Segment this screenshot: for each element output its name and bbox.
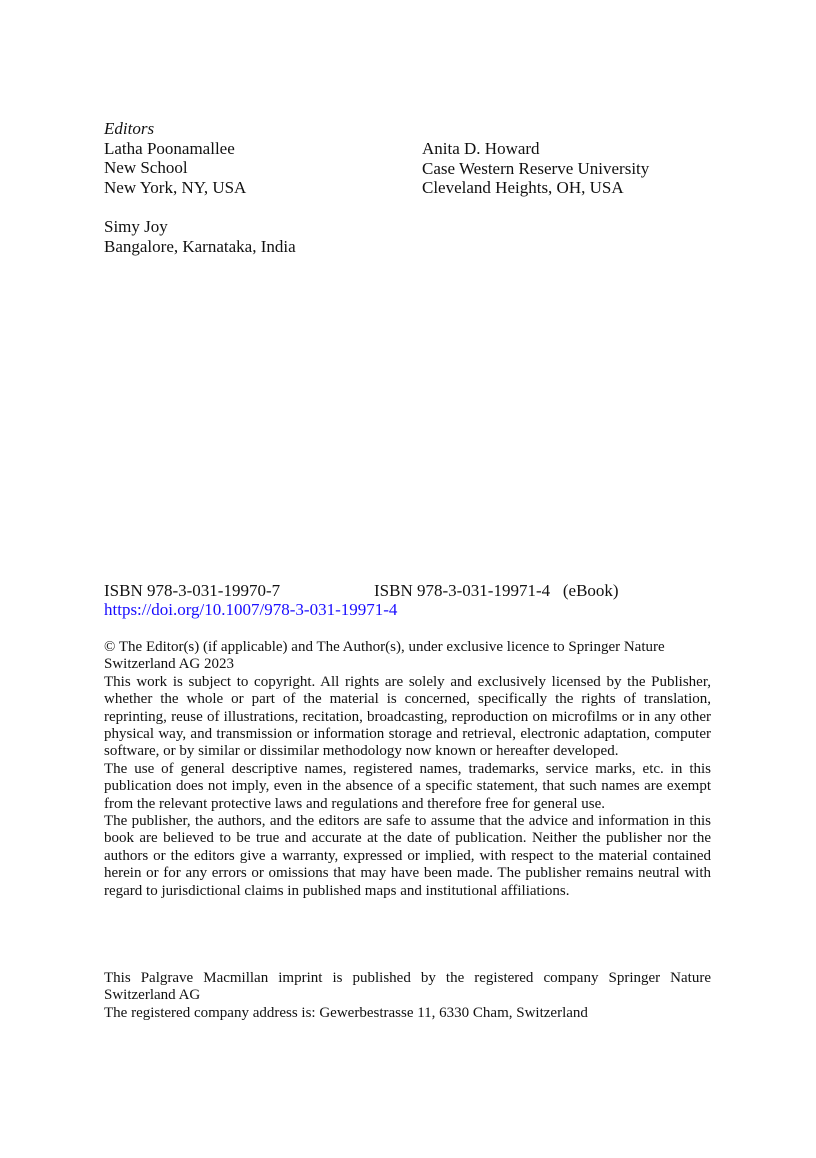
editor-1-location: New York, NY, USA — [104, 177, 247, 197]
copyright-notice: © The Editor(s) (if applicable) and The Author(s), under exclusive licence to Springer Nature Switzerland AG 2023 — [104, 639, 665, 673]
editor-2-block — [422, 139, 649, 198]
rights-notice: This work is subject to copyright. All rights are solely and exclusively licensed by the Publisher, whether the whole or part of the material is concerned, specifically the rights of translation, reprinting, reuse of illustrations, recitation, broadcasting, reproduction on microfilms or in any other physical way, and transmission or information storage and retrieval, electronic adaptation, computer software, or by similar or dissimilar methodology now known or hereafter developed. — [104, 673, 711, 760]
isbn-ebook-group — [374, 581, 619, 601]
editor-3-block — [104, 217, 296, 256]
disclaimer-notice: The publisher, the authors, and the editors are safe to assume that the advice and information in this book are believed to be true and accurate at the date of publication. Neither the publisher nor the authors or the editors give a warranty, expressed or implied, with respect to the material contained herein or for any errors or omissions that may have been made. The publisher remains neutral with regard to jurisdictional claims in published maps and institutional affiliations. — [104, 813, 711, 899]
legal-notice — [104, 639, 711, 900]
editor-2-affiliation: Case Western Reserve University — [422, 158, 650, 178]
editor-2-location: Cleveland Heights, OH, USA — [422, 178, 624, 197]
editor-3-name: Simy Joy — [104, 217, 168, 236]
editor-1-affiliation: New School — [104, 158, 188, 177]
editors-label: Editors — [104, 119, 155, 138]
isbn-print: ISBN 978-3-031-19970-7 — [104, 581, 281, 600]
imprint-notice — [104, 970, 711, 1022]
isbn-row — [104, 581, 724, 601]
editor-3-location: Bangalore, Karnataka, India — [104, 236, 296, 256]
editors-block — [104, 119, 246, 197]
isbn-ebook: ISBN 978-3-031-19971-4 — [374, 581, 551, 600]
imprint-line-2: The registered company address is: Gewerbestrasse 11, 6330 Cham, Switzerland — [104, 1004, 588, 1021]
editor-2-name: Anita D. Howard — [422, 139, 540, 158]
imprint-line-1: This Palgrave Macmillan imprint is published by the registered company Springer Nature Switzerland AG — [104, 970, 711, 1004]
doi-link[interactable]: https://doi.org/10.1007/978-3-031-19971-4 — [104, 600, 398, 619]
isbn-ebook-note: (eBook) — [562, 581, 619, 600]
editor-1-name: Latha Poonamallee — [104, 138, 235, 158]
trademarks-notice: The use of general descriptive names, registered names, trademarks, service marks, etc. in this publication does not imply, even in the absence of a specific statement, that such names are exempt from the relevant protective laws and regulations and therefore free for general use. — [104, 760, 711, 812]
